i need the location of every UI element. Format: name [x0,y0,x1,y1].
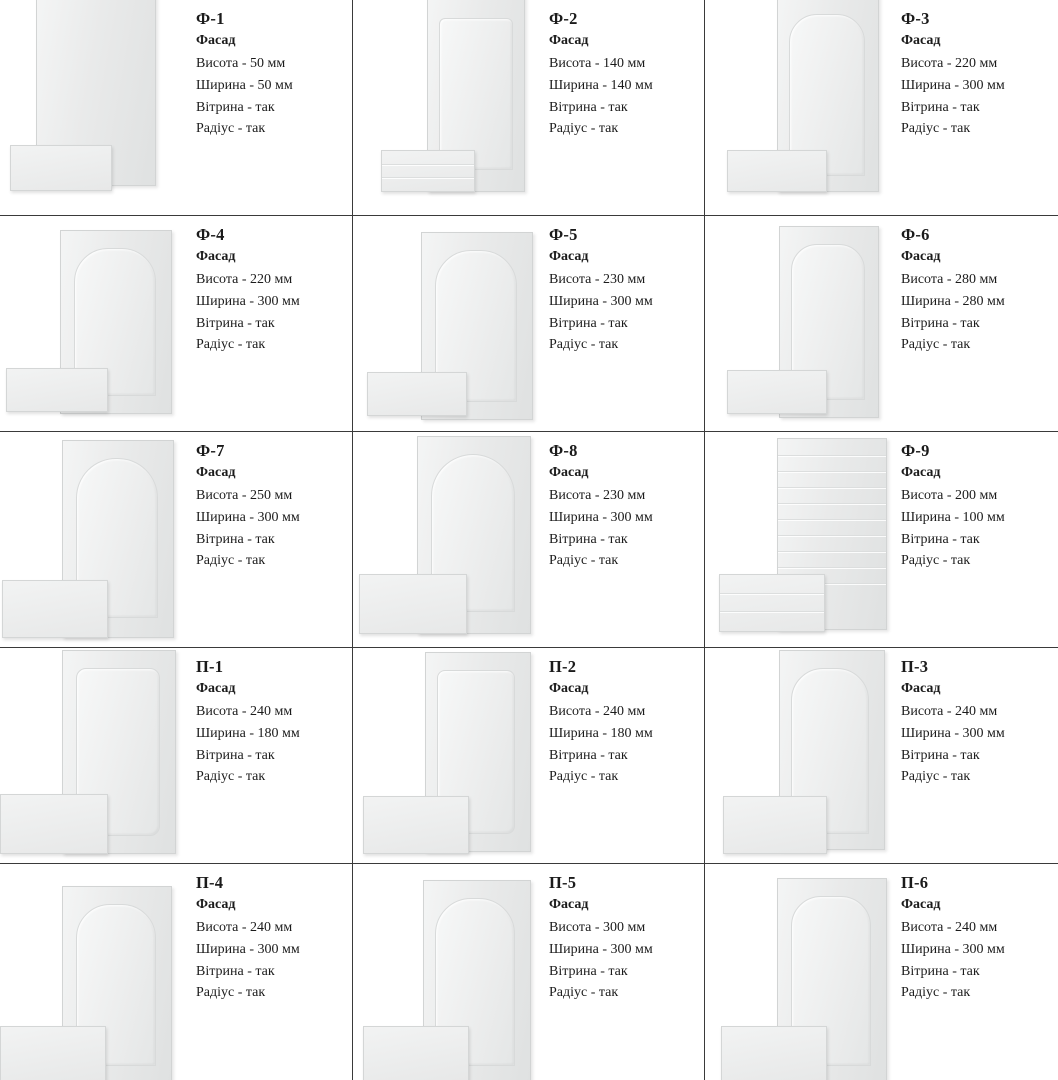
facade-height: Висота - 220 мм [901,55,998,71]
catalog-cell[interactable] [705,648,1058,864]
facade-slat [720,611,824,612]
facade-thumbnail [705,0,901,216]
facade-type: Фасад [549,897,589,913]
facade-thumbnail [705,864,901,1080]
facade-slat [720,593,824,594]
facade-type: Фасад [549,33,589,49]
facade-thumbnail [0,648,196,864]
facade-radius: Радіус - так [901,337,971,353]
facade-height: Висота - 240 мм [549,703,646,719]
facade-width: Ширина - 300 мм [196,293,300,309]
catalog-cell[interactable] [353,0,705,216]
facade-height: Висота - 230 мм [549,271,646,287]
facade-height: Висота - 200 мм [901,487,998,503]
facade-thumbnail [353,432,549,648]
facade-width: Ширина - 140 мм [549,77,653,93]
facade-code: П-1 [196,657,224,676]
facade-code: Ф-5 [549,225,578,244]
facade-sample-slab [719,574,825,632]
facade-type: Фасад [549,249,589,265]
facade-height: Висота - 250 мм [196,487,293,503]
facade-showcase: Вітрина - так [196,963,275,979]
facade-showcase: Вітрина - так [196,531,275,547]
facade-sample-slab [727,150,827,192]
facade-sample-slab [359,574,467,634]
facade-info [901,0,1058,140]
facade-showcase: Вітрина - так [196,99,275,115]
catalog-cell[interactable] [0,864,353,1080]
facade-sample-slab [381,150,475,192]
facade-code: П-5 [549,873,577,892]
facade-info [549,216,704,356]
facade-type: Фасад [901,465,941,481]
facade-radius: Радіус - так [196,769,266,785]
facade-thumbnail [353,216,549,432]
facade-height: Висота - 240 мм [196,703,293,719]
facade-code: П-4 [196,873,224,892]
facade-slat [778,535,886,536]
facade-thumbnail [0,432,196,648]
catalog-cell[interactable] [353,648,705,864]
facade-info [196,648,352,788]
facade-radius: Радіус - так [901,553,971,569]
facade-info [196,216,352,356]
facade-thumbnail [353,0,549,216]
facade-type: Фасад [196,465,236,481]
catalog-cell[interactable] [705,0,1058,216]
facade-info [196,432,352,572]
facade-code: П-6 [901,873,929,892]
facade-code: Ф-4 [196,225,225,244]
facade-height: Висота - 240 мм [901,703,998,719]
facade-sample-slab [727,370,827,414]
facade-height: Висота - 140 мм [549,55,646,71]
facade-thumbnail [705,648,901,864]
facade-radius: Радіус - так [901,769,971,785]
facade-width: Ширина - 100 мм [901,509,1005,525]
catalog-cell[interactable] [705,864,1058,1080]
facade-showcase: Вітрина - так [901,747,980,763]
facade-radius: Радіус - так [549,985,619,1001]
facade-type: Фасад [901,897,941,913]
facade-showcase: Вітрина - так [196,315,275,331]
facade-showcase: Вітрина - так [549,747,628,763]
facade-showcase: Вітрина - так [549,315,628,331]
facade-width: Ширина - 50 мм [196,77,293,93]
facade-height: Висота - 240 мм [196,919,293,935]
facade-height: Висота - 50 мм [196,55,286,71]
facade-sample-slab [2,580,108,638]
facade-radius: Радіус - так [549,337,619,353]
facade-info [901,648,1058,788]
facade-sample-slab [363,796,469,854]
facade-sample-slab [6,368,108,412]
facade-type: Фасад [196,681,236,697]
facade-slat [778,487,886,488]
facade-width: Ширина - 300 мм [196,509,300,525]
facade-info [196,864,352,1004]
facade-type: Фасад [196,33,236,49]
facade-code: Ф-9 [901,441,930,460]
facade-width: Ширина - 300 мм [901,941,1005,957]
facade-height: Висота - 280 мм [901,271,998,287]
facade-info [901,216,1058,356]
facade-showcase: Вітрина - так [901,315,980,331]
facade-code: Ф-3 [901,9,930,28]
catalog-cell[interactable] [353,432,705,648]
facade-slat [778,567,886,568]
facade-showcase: Вітрина - так [549,963,628,979]
facade-code: Ф-7 [196,441,225,460]
facade-radius: Радіус - так [196,553,266,569]
facade-thumbnail [353,864,549,1080]
facade-slat [778,519,886,520]
facade-type: Фасад [901,33,941,49]
facade-height: Висота - 240 мм [901,919,998,935]
catalog-cell[interactable] [705,432,1058,648]
catalog-cell[interactable] [705,216,1058,432]
facade-info [901,864,1058,1004]
facade-code: П-3 [901,657,929,676]
catalog-cell[interactable] [0,0,353,216]
facade-type: Фасад [196,249,236,265]
facade-type: Фасад [549,465,589,481]
facade-type: Фасад [549,681,589,697]
facade-info [549,648,704,788]
facade-height: Висота - 220 мм [196,271,293,287]
facade-info [549,864,704,1004]
facade-code: Ф-6 [901,225,930,244]
facade-width: Ширина - 300 мм [901,77,1005,93]
facade-radius: Радіус - так [196,337,266,353]
catalog-cell[interactable] [0,432,353,648]
facade-slat [778,503,886,504]
facade-showcase: Вітрина - так [901,99,980,115]
facade-sample-slab [10,145,112,191]
facade-thumbnail [705,432,901,648]
facade-showcase: Вітрина - так [196,747,275,763]
facade-thumbnail [0,0,196,216]
facade-height: Висота - 300 мм [549,919,646,935]
facade-radius: Радіус - так [196,985,266,1001]
facade-code: Ф-8 [549,441,578,460]
facade-slat [382,164,474,165]
facade-slat [778,551,886,552]
facade-code: Ф-1 [196,9,225,28]
facade-showcase: Вітрина - так [901,963,980,979]
facade-radius: Радіус - так [549,553,619,569]
facade-type: Фасад [901,249,941,265]
catalog-cell[interactable] [0,216,353,432]
facade-width: Ширина - 180 мм [549,725,653,741]
facade-width: Ширина - 300 мм [549,509,653,525]
facade-thumbnail [705,216,901,432]
facade-thumbnail [0,864,196,1080]
facade-showcase: Вітрина - так [549,531,628,547]
facade-type: Фасад [901,681,941,697]
facade-showcase: Вітрина - так [901,531,980,547]
facade-sample-slab [363,1026,469,1080]
facade-width: Ширина - 300 мм [549,941,653,957]
facade-radius: Радіус - так [196,121,266,137]
facade-slat [778,455,886,456]
facade-code: Ф-2 [549,9,578,28]
facade-radius: Радіус - так [549,121,619,137]
facade-showcase: Вітрина - так [549,99,628,115]
facade-radius: Радіус - так [901,985,971,1001]
facade-thumbnail [0,216,196,432]
facade-width: Ширина - 300 мм [196,941,300,957]
facade-sample-slab [367,372,467,416]
facade-height: Висота - 230 мм [549,487,646,503]
facade-sample-slab [723,796,827,854]
facade-inner-profile [439,18,513,170]
facade-type: Фасад [196,897,236,913]
facade-info [901,432,1058,572]
facade-thumbnail [353,648,549,864]
catalog-cell[interactable] [353,864,705,1080]
facade-sample-slab [721,1026,827,1080]
facade-radius: Радіус - так [901,121,971,137]
facade-info [549,0,704,140]
facade-code: П-2 [549,657,577,676]
facade-width: Ширина - 300 мм [549,293,653,309]
facade-slat [382,177,474,178]
facade-sample-slab [0,1026,106,1080]
facade-info [549,432,704,572]
facade-width: Ширина - 280 мм [901,293,1005,309]
facade-radius: Радіус - так [549,769,619,785]
catalog-cell[interactable] [0,648,353,864]
facade-slat [778,471,886,472]
facade-width: Ширина - 180 мм [196,725,300,741]
facade-sample-slab [0,794,108,854]
facade-width: Ширина - 300 мм [901,725,1005,741]
catalog-cell[interactable] [353,216,705,432]
facade-info [196,0,352,140]
